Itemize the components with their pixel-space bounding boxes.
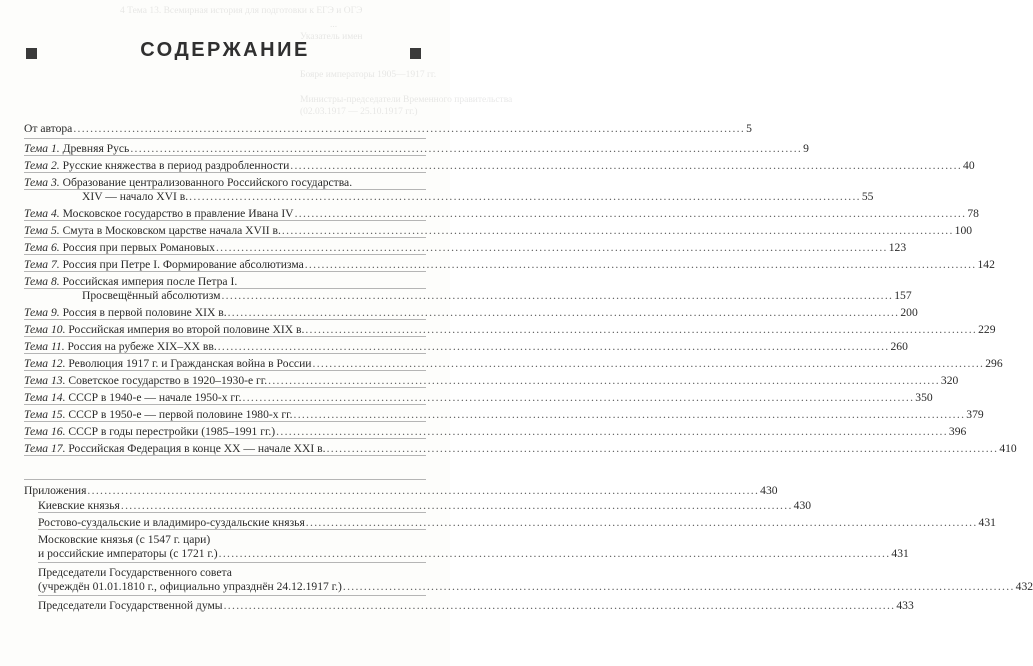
divider: [24, 455, 426, 456]
toc-entry-text: [82, 190, 188, 204]
leader-dots: [243, 391, 915, 405]
toc-theme-label: Тема 14.: [24, 391, 69, 404]
toc-entry-title: Россия на рубеже XIX–XX вв.: [67, 340, 217, 353]
divider: [24, 421, 426, 422]
divider: [24, 370, 426, 371]
toc-entry-title: XIV — начало XVI в.: [82, 190, 189, 203]
divider: [24, 438, 426, 439]
divider: [24, 220, 426, 221]
divider: [24, 336, 426, 337]
toc-entry-text: [24, 224, 281, 238]
toc-line: [38, 599, 914, 613]
leader-dots: [327, 442, 999, 456]
toc-line: [24, 323, 996, 337]
toc-entry-text: [24, 425, 275, 439]
toc-entry[interactable]: [24, 391, 933, 405]
toc-page-number: 55: [861, 190, 874, 203]
toc-page-number: 432: [1015, 580, 1033, 593]
toc-entry-text: [24, 275, 237, 289]
leader-dots: [219, 547, 891, 561]
toc-page-number: 433: [896, 599, 914, 612]
toc-entry-text: [38, 499, 120, 513]
leader-dots: [313, 357, 985, 371]
toc-theme-label: Тема 11.: [24, 340, 68, 353]
divider: [24, 254, 426, 255]
leader-dots: [295, 207, 967, 221]
toc-entry[interactable]: [24, 207, 979, 221]
toc-entry-title: Россия в первой половине XIX в.: [62, 306, 227, 319]
toc-entry-text: [38, 533, 210, 547]
toc-line: [24, 391, 933, 405]
toc-entry-title: Председатели Государственного совета: [38, 566, 232, 579]
toc-line: [24, 442, 1017, 456]
leader-dots: [216, 241, 888, 255]
toc-theme-label: Тема 8.: [24, 275, 63, 288]
toc-entry[interactable]: [24, 142, 809, 156]
toc-line: [38, 580, 1033, 594]
toc-entry[interactable]: [24, 408, 984, 422]
divider: [38, 512, 426, 513]
toc-entry[interactable]: [24, 340, 908, 354]
toc-entry[interactable]: [38, 516, 996, 530]
toc-page-number: 410: [999, 442, 1017, 455]
leader-dots: [268, 374, 940, 388]
leader-dots: [343, 580, 1015, 594]
toc-line: [24, 374, 959, 388]
leader-dots: [130, 142, 802, 156]
toc-page-number: 5: [746, 122, 752, 135]
ghost-line: Министры-председатели Временного правительства: [300, 95, 513, 105]
toc-entry-title: Российская империя после Петра I.: [62, 275, 238, 288]
toc-theme-label: Тема 17.: [24, 442, 69, 455]
divider: [24, 387, 426, 388]
ghost-line: ...: [330, 20, 338, 30]
toc-line: [38, 547, 909, 561]
toc-line: [38, 499, 812, 513]
toc-page-number: 157: [894, 289, 912, 302]
toc-line: [38, 516, 996, 530]
toc-page-number: 260: [890, 340, 908, 353]
leader-dots: [228, 306, 900, 320]
toc-page-number: 123: [888, 241, 907, 254]
toc-entry-title: Московские князья (с 1547 г. цари): [38, 533, 211, 546]
toc-line: [24, 224, 973, 238]
toc-entry-text: От автора: [24, 122, 73, 135]
divider: [24, 288, 426, 289]
toc-entry-title: (учреждён 01.01.1810 г., официально упразднён 24.12.1917 г.): [38, 580, 342, 593]
toc-theme-label: Тема 6.: [24, 241, 63, 254]
toc-entry[interactable]: [24, 442, 1017, 456]
toc-entry-title: СССР в годы перестройки (1985–1991 гг.): [68, 425, 276, 438]
toc-entry-text: [24, 241, 215, 255]
toc-entry-title: Московское государство в правление Ивана IV: [62, 207, 294, 220]
divider: [24, 172, 426, 173]
toc-page-number: 40: [963, 159, 975, 172]
toc-entry-title: Образование централизованного Российского государства.: [62, 176, 353, 189]
toc-entry-title: Древняя Русь: [62, 142, 130, 155]
toc-entry-title: Российская империя во второй половине XIX в.: [68, 323, 305, 336]
toc-entry-title: Смута в Московском царстве начала XVII в.: [62, 224, 281, 237]
toc-line: [24, 340, 908, 354]
divider: [24, 319, 426, 320]
leader-dots: [282, 224, 954, 238]
toc-entry[interactable]: [24, 323, 996, 337]
toc-entry-text: [24, 442, 326, 456]
toc-theme-label: Тема 10.: [24, 323, 69, 336]
toc-theme-label: Тема 12.: [24, 357, 69, 370]
toc-entry[interactable]: [24, 357, 1003, 371]
toc-entry-title: СССР в 1940-е — начале 1950-х гг.: [68, 391, 242, 404]
leader-dots: [306, 516, 978, 530]
leader-dots: [218, 340, 890, 354]
toc-line: [24, 207, 979, 221]
toc-entry-title: Просвещённый абсолютизм: [82, 289, 221, 302]
toc-entry-title: Председатели Государственной думы: [38, 599, 223, 612]
toc-entry-text: [82, 289, 220, 303]
leader-dots: [73, 122, 745, 136]
toc-page-number: 431: [978, 516, 996, 529]
toc-entry[interactable]: [24, 275, 912, 303]
toc-entry-title: и российские императоры (с 1721 г.): [38, 547, 218, 560]
divider: [24, 479, 426, 480]
toc-line: [38, 566, 426, 580]
toc-line: [24, 176, 426, 190]
toc-entry-title: Российская Федерация в конце XX — начале XXI в.: [68, 442, 326, 455]
toc-page-number: 430: [760, 484, 778, 497]
leader-dots: [189, 190, 861, 204]
toc-entry-text: [24, 357, 312, 371]
toc-page-number: 296: [985, 357, 1003, 370]
toc-line: [24, 258, 995, 272]
toc-page-number: 430: [793, 499, 812, 512]
toc-entry-text: [24, 159, 289, 173]
divider: [38, 562, 426, 563]
leader-dots: [87, 484, 759, 498]
leader-dots: [221, 289, 893, 303]
toc-line: [24, 159, 975, 173]
toc-entry-title: Киевские князья: [38, 499, 120, 512]
divider: [38, 595, 426, 596]
page-title: СОДЕРЖАНИЕ: [140, 39, 310, 61]
leader-dots: [305, 258, 977, 272]
ghost-line: Бояре императоры 1905—1917 гг.: [300, 70, 437, 80]
toc-entry-text: [24, 408, 293, 422]
toc-entry[interactable]: [24, 176, 874, 204]
leader-dots: [290, 159, 962, 173]
toc-entry-appendix[interactable]: [24, 484, 778, 498]
toc-page-number: 200: [900, 306, 918, 319]
toc-entry-text: [24, 323, 304, 337]
toc-entry[interactable]: [24, 224, 973, 238]
toc-theme-label: Тема 3.: [24, 176, 63, 189]
toc-entry-text: [38, 547, 218, 561]
toc-entry[interactable]: [38, 499, 812, 513]
toc-page-number: 142: [977, 258, 995, 271]
toc-theme-label: Тема 13.: [24, 374, 69, 387]
toc-entry-text: [24, 340, 217, 354]
toc-entry-title: Ростово-суздальские и владимиро-суздальские князья: [38, 516, 305, 529]
divider: [24, 404, 426, 405]
toc-entry-text: [24, 391, 242, 405]
toc-entry[interactable]: [24, 306, 918, 320]
toc-theme-label: Тема 5.: [24, 224, 63, 237]
toc-entry[interactable]: [24, 258, 995, 272]
toc-theme-label: Тема 4.: [24, 207, 63, 220]
toc-line: [38, 533, 426, 547]
toc-theme-label: Тема 16.: [24, 425, 69, 438]
toc-entry[interactable]: [38, 599, 914, 613]
toc-entry-author[interactable]: [24, 122, 752, 136]
leader-dots: [305, 323, 977, 337]
toc-entry[interactable]: [24, 241, 907, 255]
leader-dots: [121, 499, 793, 513]
toc-line: [24, 142, 809, 156]
toc-entry-text: [38, 516, 305, 530]
divider: [38, 529, 426, 530]
toc-entry-text: [24, 306, 227, 320]
toc-entry-text: [38, 580, 342, 594]
toc-entry-text: Приложения: [24, 484, 87, 497]
toc-entry[interactable]: [38, 533, 909, 561]
toc-page-number: 229: [978, 323, 996, 336]
toc-theme-label: Тема 2.: [24, 159, 63, 172]
toc-entry-text: [38, 599, 223, 613]
toc-entry-text: [24, 374, 267, 388]
toc-entry-title: Революция 1917 г. и Гражданская война в России: [68, 357, 312, 370]
divider: [24, 189, 426, 190]
toc-entry[interactable]: [38, 566, 1033, 594]
toc-entry-title: Россия при первых Романовых: [62, 241, 215, 254]
toc-theme-label: Тема 15.: [24, 408, 69, 421]
toc-entry-title: Россия при Петре I. Формирование абсолютизма: [62, 258, 304, 271]
toc-line: [24, 357, 1003, 371]
toc-page-number: 9: [803, 142, 809, 155]
toc-entry-text: [24, 258, 304, 272]
toc-line: [24, 275, 426, 289]
decorative-square-right: [410, 48, 421, 59]
toc-entry-title: СССР в 1950-е — первой половине 1980-х гг.: [68, 408, 293, 421]
toc-entry[interactable]: [24, 425, 967, 439]
toc-theme-label: Тема 9.: [24, 306, 63, 319]
leader-dots: [224, 599, 896, 613]
toc-line: [24, 425, 967, 439]
toc-entry-text: [38, 566, 232, 580]
toc-entry-title: Русские княжества в период раздробленности: [62, 159, 290, 172]
toc-page-number: 78: [967, 207, 979, 220]
leader-dots: [294, 408, 966, 422]
toc-page-number: 431: [891, 547, 909, 560]
toc-entry-text: [24, 142, 129, 156]
divider: [24, 271, 426, 272]
toc-page-number: 350: [915, 391, 933, 404]
divider: [24, 237, 426, 238]
toc-page-number: 379: [966, 408, 984, 421]
toc-theme-label: Тема 1.: [24, 142, 63, 155]
divider: [24, 353, 426, 354]
toc-entry-text: [24, 207, 294, 221]
toc-entry-text: [24, 176, 352, 190]
divider: [24, 138, 426, 139]
toc-entry-title: Советское государство в 1920–1930-е гг.: [68, 374, 268, 387]
toc-page-number: 100: [954, 224, 973, 237]
leader-dots: [276, 425, 948, 439]
toc-line: [24, 190, 874, 204]
toc-line: [24, 306, 918, 320]
divider: [24, 155, 426, 156]
toc-entry[interactable]: [24, 374, 959, 388]
toc-line: [24, 241, 907, 255]
toc-line: [24, 408, 984, 422]
toc-page-number: 320: [940, 374, 959, 387]
toc-line: [24, 289, 912, 303]
ghost-line: Указатель имен: [300, 32, 363, 42]
toc-page-number: 396: [948, 425, 967, 438]
toc-entry[interactable]: [24, 159, 975, 173]
toc-theme-label: Тема 7.: [24, 258, 63, 271]
ghost-line: 4 Тема 13. Всемирная история для подготовки к ЕГЭ и ОГЭ: [120, 6, 363, 16]
ghost-line: (02.03.1917 — 25.10.1917 гг.): [300, 107, 418, 117]
